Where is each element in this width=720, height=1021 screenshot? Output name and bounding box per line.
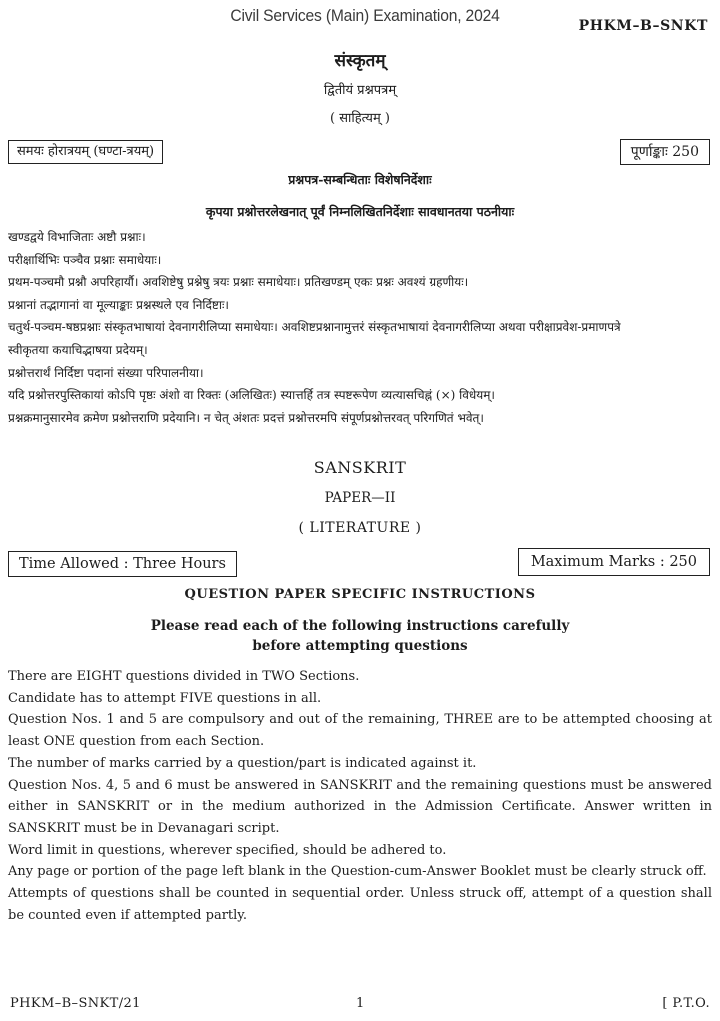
footer-paper-code: PHKM–B–SNKT/21 <box>10 996 141 1011</box>
sanskrit-subject-heading: संस्कृतम् <box>334 51 386 71</box>
sanskrit-time-box: समयः होरात्रयम् (घण्टा-त्रयम्) <box>8 140 163 164</box>
exam-title: Civil Services (Main) Examination, 2024 <box>230 6 500 25</box>
sanskrit-paper-number: द्वितीयं प्रश्नपत्रम् <box>323 83 397 98</box>
footer-pto: [ P.T.O. <box>662 996 710 1011</box>
english-instructions-title: QUESTION PAPER SPECIFIC INSTRUCTIONS <box>184 587 536 602</box>
sanskrit-instruction-line: स्वीकृतया कयाचिद्भाषया प्रदेयम्। <box>8 342 148 357</box>
english-instruction-line: Word limit in questions, wherever specified, should be adhered to. <box>8 842 447 858</box>
sanskrit-instruction-line: प्रश्नानां तद्भागानां वा मूल्याङ्काः प्रश्नस्थले एव निर्दिष्टाः। <box>8 297 229 312</box>
english-instruction-line: Candidate has to attempt FIVE questions in all. <box>8 690 322 706</box>
english-read-carefully-2: before attempting questions <box>252 638 468 654</box>
sanskrit-instruction-line: प्रश्नक्रमानुसारमेव क्रमेण प्रश्नोत्तराणि प्रदेयानि। न चेत् अंशतः प्रदत्तं प्रश्नोत्तरमपि संपूर्णप्रश्नोत्तरवत् परिगणितं भवेत्। <box>8 410 484 425</box>
english-marks-box: Maximum Marks : 250 <box>518 548 710 576</box>
english-instruction-line: The number of marks carried by a question/part is indicated against it. <box>8 755 477 771</box>
sanskrit-instruction-line: यदि प्रश्नोत्तरपुस्तिकायां कोऽपि पृष्ठः अंशो वा रिक्तः (अलिखितः) स्यात्तर्हि तत्र स्पष्टरूपेण व्यत्यासचिह्नं (×) विधेयम्। <box>8 388 495 403</box>
sanskrit-read-carefully: कृपया प्रश्नोत्तरलेखनात् पूर्वं निम्नलिखितनिर्देशाः सावधानतया पठनीयाः <box>205 204 515 219</box>
english-instruction-line: Question Nos. 4, 5 and 6 must be answered in SANSKRIT and the remaining questions must be answered either in SANSKRIT or in the medium authorized in the Admission Certificate. Answer written in SANSKRIT must be in Devanagari script. <box>8 777 712 836</box>
english-instruction-line: Any page or portion of the page left blank in the Question-cum-Answer Booklet must be clearly struck off. <box>8 864 707 880</box>
sanskrit-marks-box: पूर्णाङ्काः 250 <box>620 139 710 165</box>
sanskrit-instruction-list <box>8 226 712 429</box>
sanskrit-instruction-line: परीक्षार्थिभिः पञ्चैव प्रश्नाः समाधेयाः। <box>8 252 162 267</box>
sanskrit-instruction-line: प्रथम-पञ्चमौ प्रश्नौ अपरिहार्यौ। अवशिष्टेषु प्रश्नेषु त्रयः प्रश्नाः समाधेयाः। प्रतिखण्डम् एकः प्रश्नः अवश्यं ग्रहणीयः। <box>8 275 469 290</box>
english-subject-area: ( LITERATURE ) <box>298 520 422 536</box>
english-instruction-list <box>8 666 712 926</box>
english-instruction-line: Attempts of questions shall be counted in sequential order. Unless struck off, attempt of a question shall be counted even if attempted partly. <box>8 886 712 923</box>
sanskrit-instructions-title: प्रश्नपत्र-सम्बन्धिताः विशेषनिर्देशाः <box>288 172 432 187</box>
english-paper-number: PAPER—II <box>324 490 396 506</box>
english-instruction-line: Question Nos. 1 and 5 are compulsory and out of the remaining, THREE are to be attempted choosing at least ONE question from each Section. <box>8 712 712 750</box>
paper-code-top: PHKM–B–SNKT <box>578 18 708 34</box>
english-read-carefully-1: Please read each of the following instructions carefully <box>150 618 570 634</box>
sanskrit-instruction-line: चतुर्थ-पञ्चम-षष्ठप्रश्नाः संस्कृतभाषायां देवनागरीलिप्या समाधेयाः। अवशिष्टप्रश्नानामुत्तरं संस्कृतभाषायां देवनागरीलिप्या अथवा परीक्षाप्रवेश-प्रमाणपत्रे <box>8 320 621 335</box>
sanskrit-subject-area: ( साहित्यम् ) <box>330 111 390 126</box>
sanskrit-instruction-line: खण्डद्वये विभाजिताः अष्टौ प्रश्नाः। <box>8 230 146 244</box>
english-subject-heading: SANSKRIT <box>313 458 407 477</box>
english-instruction-line: There are EIGHT questions divided in TWO Sections. <box>8 669 360 684</box>
sanskrit-instruction-line: प्रश्नोत्तरार्थं निर्दिष्टा पदानां संख्या परिपालनीया। <box>8 365 204 380</box>
footer-page-number: 1 <box>356 996 365 1011</box>
english-time-box: Time Allowed : Three Hours <box>8 551 237 577</box>
